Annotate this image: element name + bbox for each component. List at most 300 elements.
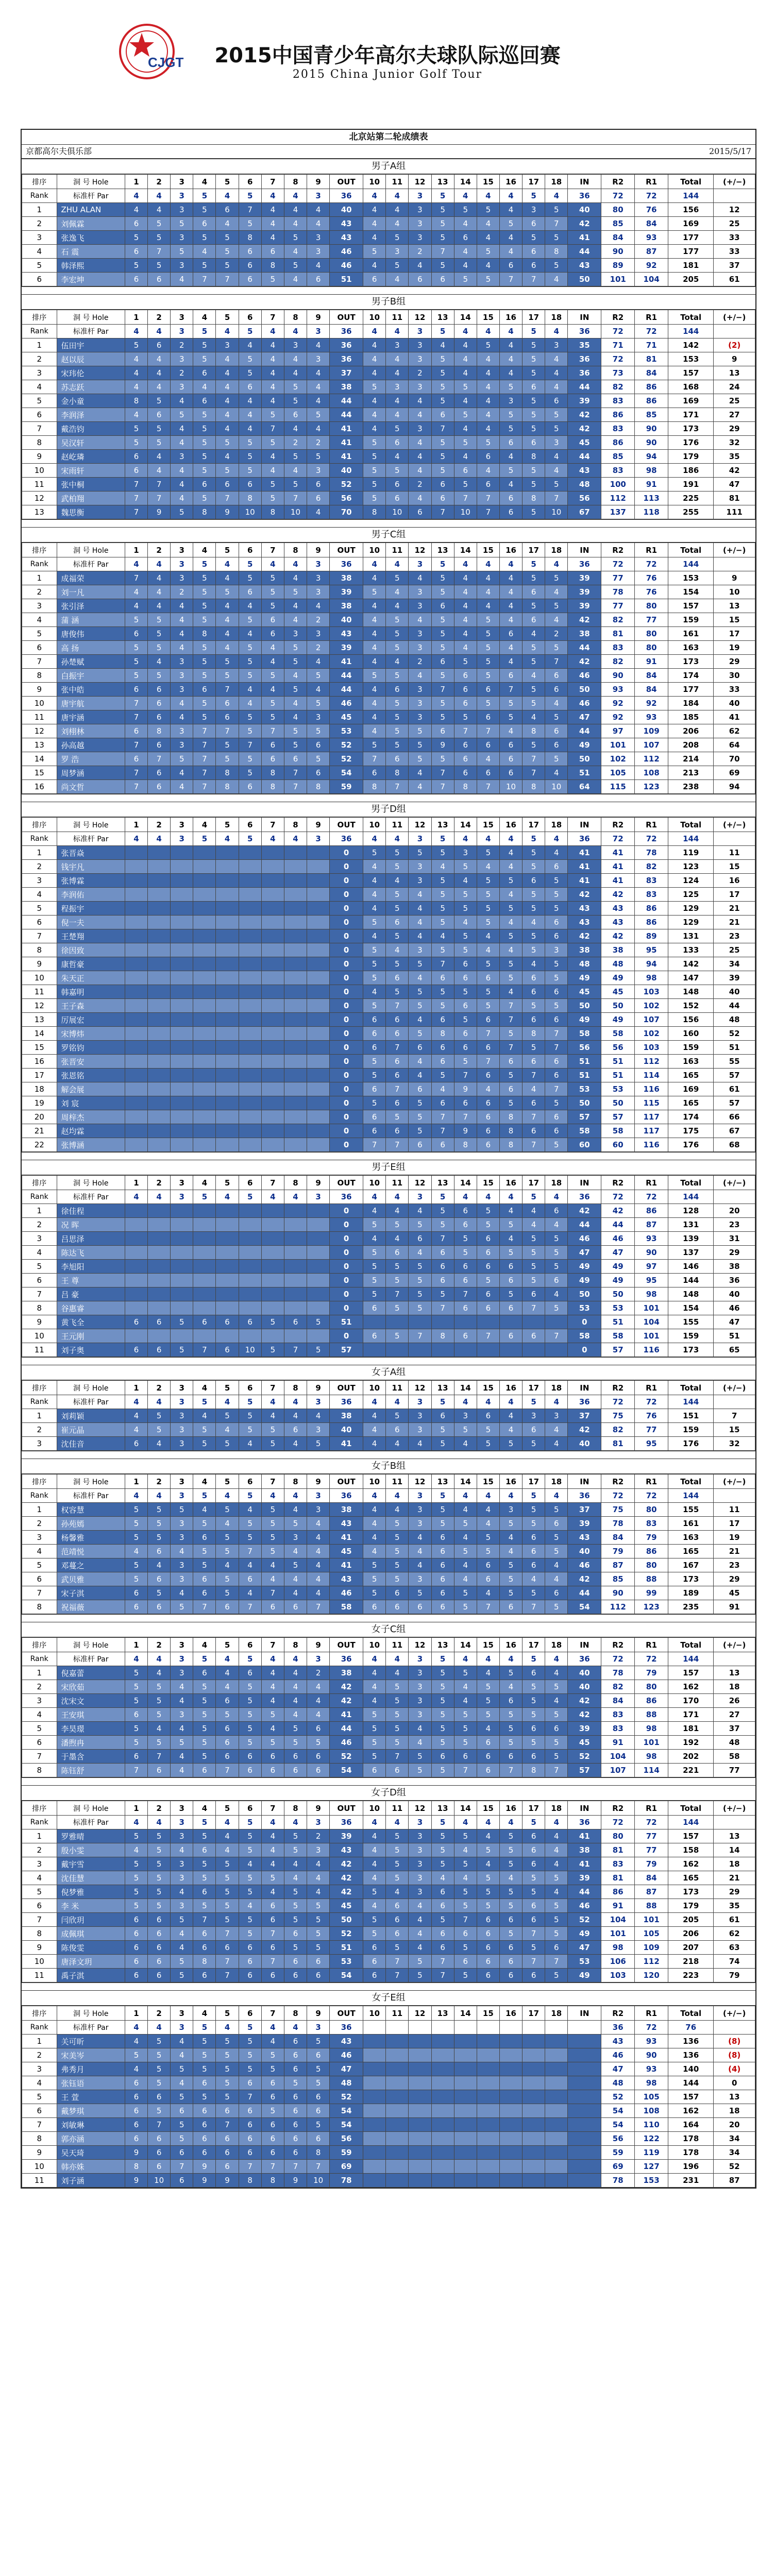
hole-score: 7 <box>193 724 216 738</box>
par-value: 5 <box>431 1190 454 1204</box>
hole-score: 3 <box>409 1503 431 1517</box>
par-total: 144 <box>668 1652 714 1666</box>
r1-score: 153 <box>635 2174 668 2188</box>
group-separator <box>22 519 755 528</box>
in-label: IN <box>568 1475 601 1489</box>
hole-score: 5 <box>545 710 568 724</box>
in-score: 49 <box>568 1013 601 1027</box>
hole-number: 2 <box>148 310 171 325</box>
hole-score <box>307 1246 330 1260</box>
hole-score: 5 <box>216 2048 239 2062</box>
hole-score: 7 <box>193 738 216 752</box>
par-pm <box>714 832 755 846</box>
par-label: 标准杆 Par <box>57 2021 125 2035</box>
group-title: 男子E组 <box>22 1160 755 1175</box>
hole-score <box>499 2160 522 2174</box>
par-value: 4 <box>216 1395 239 1409</box>
hole-score: 4 <box>545 1857 568 1871</box>
hole-number: 17 <box>523 1381 545 1395</box>
hole-score: 7 <box>216 492 239 505</box>
hole-score: 6 <box>523 1124 545 1138</box>
hole-score <box>307 1232 330 1246</box>
group-separator <box>22 286 755 295</box>
hole-score <box>148 1069 171 1082</box>
hole-score: 4 <box>171 478 193 492</box>
par-value: 4 <box>261 189 284 203</box>
over-under-par: 14 <box>714 1843 755 1857</box>
hole-score: 4 <box>454 366 477 380</box>
hole-score: 6 <box>454 1096 477 1110</box>
hole-score: 5 <box>261 1423 284 1437</box>
table-row <box>22 957 755 971</box>
hole-score: 4 <box>363 985 386 999</box>
player-name: 陈达飞 <box>57 1246 125 1260</box>
hole-score: 6 <box>477 683 499 697</box>
table-row <box>22 1315 755 1329</box>
total-score: 142 <box>668 338 714 352</box>
hole-score <box>216 1204 239 1218</box>
player-rank: 12 <box>22 492 57 505</box>
par-value: 4 <box>477 1816 499 1829</box>
hole-score: 4 <box>477 380 499 394</box>
hole-score: 3 <box>171 1558 193 1572</box>
hole-score: 6 <box>386 1096 409 1110</box>
par-value: 4 <box>284 832 307 846</box>
total-score: 165 <box>668 1069 714 1082</box>
par-value: 3 <box>307 1489 330 1503</box>
hole-score: 4 <box>431 1871 454 1885</box>
hole-score: 4 <box>125 366 147 380</box>
hole-score <box>148 999 171 1013</box>
hole-score: 5 <box>454 436 477 450</box>
hole-score <box>431 2118 454 2132</box>
group-separator <box>22 1357 755 1365</box>
hole-score: 5 <box>386 464 409 478</box>
hole-score: 5 <box>239 2048 261 2062</box>
hole-score: 6 <box>193 1531 216 1545</box>
hole-score: 6 <box>499 1694 522 1708</box>
hole-score: 6 <box>477 1969 499 1982</box>
hole-score: 5 <box>523 1680 545 1694</box>
hole-score: 4 <box>171 1764 193 1777</box>
hole-score: 6 <box>499 766 522 780</box>
hole-score <box>125 1138 147 1152</box>
hole-score: 5 <box>545 1503 568 1517</box>
hole-score: 5 <box>193 1680 216 1694</box>
hole-score <box>193 1232 216 1246</box>
hole-number: 16 <box>499 818 522 832</box>
hole-score: 6 <box>148 2146 171 2160</box>
in-score: 39 <box>568 599 601 613</box>
hole-score: 5 <box>545 1531 568 1545</box>
hole-label: 洞 号 Hole <box>57 1381 125 1395</box>
hole-score <box>239 1055 261 1069</box>
par-value: 5 <box>523 1816 545 1829</box>
hole-score: 5 <box>477 641 499 655</box>
table-row <box>22 422 755 436</box>
hole-score: 5 <box>284 231 307 245</box>
hole-score: 7 <box>523 1069 545 1082</box>
hole-score: 3 <box>409 697 431 710</box>
player-name: 戴梦琪 <box>57 2104 125 2118</box>
hole-number: 1 <box>125 175 147 189</box>
hole-score: 6 <box>386 683 409 697</box>
player-name: 朱天正 <box>57 971 125 985</box>
hole-score: 5 <box>148 1829 171 1843</box>
hole-score: 4 <box>148 366 171 380</box>
hole-number: 16 <box>499 1475 522 1489</box>
over-under-par: 13 <box>714 366 755 380</box>
hole-score <box>216 860 239 874</box>
hole-score: 4 <box>545 846 568 860</box>
par-r2: 36 <box>601 2021 635 2035</box>
player-name: 宋子淇 <box>57 1586 125 1600</box>
hole-score: 4 <box>477 1666 499 1680</box>
hole-score: 6 <box>261 1969 284 1982</box>
hole-score: 5 <box>386 902 409 916</box>
par-value: 4 <box>125 1489 147 1503</box>
hole-score: 3 <box>171 1409 193 1423</box>
hole-score: 6 <box>239 1666 261 1680</box>
hole-number: 7 <box>261 1381 284 1395</box>
par-in: 36 <box>568 325 601 338</box>
hole-score: 5 <box>261 2062 284 2076</box>
hole-score: 5 <box>545 1871 568 1885</box>
hole-number: 17 <box>523 2006 545 2021</box>
out-score: 42 <box>330 1885 363 1899</box>
hole-score: 5 <box>523 999 545 1013</box>
hole-score: 5 <box>499 380 522 394</box>
hole-score: 5 <box>284 738 307 752</box>
hole-score: 4 <box>454 338 477 352</box>
hole-score: 5 <box>284 1722 307 1736</box>
par-total: 144 <box>668 1489 714 1503</box>
hole-score <box>125 999 147 1013</box>
hole-score <box>523 2174 545 2188</box>
hole-score: 6 <box>477 1110 499 1124</box>
hole-score: 6 <box>545 860 568 874</box>
hole-score: 4 <box>386 394 409 408</box>
par-pm <box>714 1489 755 1503</box>
over-under-par: 34 <box>714 957 755 971</box>
rank-label-en: Rank <box>22 832 57 846</box>
hole-score <box>148 846 171 860</box>
hole-score: 6 <box>261 245 284 259</box>
hole-number: 6 <box>239 310 261 325</box>
player-name: 王 尊 <box>57 1274 125 1287</box>
hole-score: 6 <box>363 1764 386 1777</box>
hole-score: 4 <box>363 366 386 380</box>
player-name: 张博涵 <box>57 1138 125 1152</box>
hole-score <box>363 2104 386 2118</box>
hole-score: 6 <box>148 1969 171 1982</box>
hole-score: 5 <box>193 352 216 366</box>
total-score: 169 <box>668 217 714 231</box>
r2-score: 48 <box>601 957 635 971</box>
in-score: 58 <box>568 1027 601 1041</box>
in-score: 42 <box>568 422 601 436</box>
hole-score <box>284 1013 307 1027</box>
over-under-par: 32 <box>714 1437 755 1451</box>
total-score: 231 <box>668 2174 714 2188</box>
hole-score: 6 <box>477 1572 499 1586</box>
player-rank: 4 <box>22 380 57 394</box>
player-name: 唐宇涵 <box>57 710 125 724</box>
in-score: 41 <box>568 231 601 245</box>
hole-score: 4 <box>284 203 307 217</box>
hole-score: 5 <box>284 380 307 394</box>
in-score: 44 <box>568 245 601 259</box>
hole-score: 5 <box>409 1124 431 1138</box>
hole-score: 5 <box>431 613 454 627</box>
hole-score <box>454 2132 477 2146</box>
hole-number: 8 <box>284 1176 307 1190</box>
out-score: 0 <box>330 999 363 1013</box>
hole-score: 5 <box>363 1708 386 1722</box>
hole-score: 5 <box>454 1586 477 1600</box>
total-score: 137 <box>668 1246 714 1260</box>
hole-score: 3 <box>409 1666 431 1680</box>
hole-score: 3 <box>171 724 193 738</box>
hole-score: 5 <box>454 1722 477 1736</box>
total-score: 202 <box>668 1750 714 1764</box>
r2-score: 112 <box>601 1600 635 1614</box>
hole-score <box>193 1138 216 1152</box>
out-score: 41 <box>330 450 363 464</box>
hole-score: 5 <box>386 613 409 627</box>
groups-container <box>22 159 755 2188</box>
hole-score: 7 <box>454 492 477 505</box>
hole-number: 7 <box>261 818 284 832</box>
hole-score: 5 <box>148 1736 171 1750</box>
hole-score: 5 <box>499 1885 522 1899</box>
hole-score: 5 <box>216 259 239 273</box>
hole-score <box>261 1096 284 1110</box>
hole-score <box>545 2174 568 2188</box>
hole-score: 4 <box>363 394 386 408</box>
hole-score: 4 <box>523 1218 545 1232</box>
par-r2: 72 <box>601 1190 635 1204</box>
hole-score: 3 <box>307 464 330 478</box>
hole-score: 5 <box>545 1545 568 1558</box>
out-score: 69 <box>330 2160 363 2174</box>
hole-number: 3 <box>171 175 193 189</box>
r1-score: 90 <box>635 422 668 436</box>
player-name: 赵以辰 <box>57 352 125 366</box>
player-rank: 10 <box>22 971 57 985</box>
par-value: 5 <box>239 1652 261 1666</box>
hole-score <box>284 1246 307 1260</box>
par-value: 5 <box>431 832 454 846</box>
over-under-par: 34 <box>714 2132 755 2146</box>
par-value: 4 <box>125 1190 147 1204</box>
player-name: 张晋安 <box>57 1055 125 1069</box>
hole-score: 6 <box>431 492 454 505</box>
player-name: 伍田宇 <box>57 338 125 352</box>
r1-score: 117 <box>635 1124 668 1138</box>
r1-score: 93 <box>635 2035 668 2048</box>
hole-score <box>193 1055 216 1069</box>
hole-score <box>148 1204 171 1218</box>
hole-score: 5 <box>216 655 239 669</box>
in-score: 46 <box>568 1899 601 1913</box>
table-row <box>22 1885 755 1899</box>
hole-number: 6 <box>239 1176 261 1190</box>
par-value: 5 <box>431 1489 454 1503</box>
hole-score <box>454 2146 477 2160</box>
hole-score <box>148 1027 171 1041</box>
hole-score <box>386 2118 409 2132</box>
player-rank: 7 <box>22 2118 57 2132</box>
r1-score: 86 <box>635 916 668 929</box>
over-under-par: (4) <box>714 2062 755 2076</box>
hole-score <box>523 2160 545 2174</box>
rank-label-en: Rank <box>22 325 57 338</box>
par-in: 36 <box>568 832 601 846</box>
over-under-par: 17 <box>714 1517 755 1531</box>
hole-number: 4 <box>193 1381 216 1395</box>
hole-score: 5 <box>545 971 568 985</box>
hole-score <box>284 1027 307 1041</box>
player-rank: 2 <box>22 585 57 599</box>
hole-score: 4 <box>523 627 545 641</box>
hole-score: 8 <box>261 259 284 273</box>
hole-score: 6 <box>125 450 147 464</box>
hole-score: 6 <box>239 1750 261 1764</box>
hole-score: 4 <box>216 1829 239 1843</box>
player-name: 陈俊雯 <box>57 1941 125 1955</box>
hole-score: 5 <box>545 1899 568 1913</box>
hole-score <box>477 2174 499 2188</box>
total-score: 146 <box>668 1260 714 1274</box>
hole-score: 5 <box>284 450 307 464</box>
hole-number: 7 <box>261 1475 284 1489</box>
player-rank: 11 <box>22 710 57 724</box>
in-score: 45 <box>568 1736 601 1750</box>
hole-header-row <box>22 175 755 189</box>
in-score: 44 <box>568 1586 601 1600</box>
in-score: 54 <box>568 1600 601 1614</box>
r2-label: R2 <box>601 1638 635 1652</box>
table-row <box>22 999 755 1013</box>
table-row <box>22 1517 755 1531</box>
hole-score: 7 <box>477 1027 499 1041</box>
hole-score: 5 <box>239 436 261 450</box>
in-score: 53 <box>568 1955 601 1969</box>
r1-score: 95 <box>635 1274 668 1287</box>
hole-score <box>523 2035 545 2048</box>
out-score: 0 <box>330 1329 363 1343</box>
player-rank: 21 <box>22 1124 57 1138</box>
hole-score: 5 <box>454 478 477 492</box>
hole-score: 5 <box>386 571 409 585</box>
over-under-par: 18 <box>714 1680 755 1694</box>
hole-number: 14 <box>454 1638 477 1652</box>
group-separator <box>22 1451 755 1459</box>
hole-score: 6 <box>284 2132 307 2146</box>
hole-score: 4 <box>216 599 239 613</box>
hole-score: 7 <box>477 780 499 794</box>
r2-label: R2 <box>601 1176 635 1190</box>
player-name: 沈佳慧 <box>57 1871 125 1885</box>
hole-score: 4 <box>125 599 147 613</box>
hole-score <box>261 1082 284 1096</box>
hole-score: 6 <box>523 1722 545 1736</box>
hole-number: 4 <box>193 310 216 325</box>
in-score: 42 <box>568 929 601 943</box>
hole-number: 18 <box>545 818 568 832</box>
hole-score: 7 <box>431 505 454 519</box>
hole-score: 5 <box>499 1572 522 1586</box>
out-score: 43 <box>330 2035 363 2048</box>
r2-label: R2 <box>601 175 635 189</box>
hole-score <box>239 902 261 916</box>
hole-score: 7 <box>431 683 454 697</box>
hole-score: 6 <box>261 2090 284 2104</box>
par-value: 4 <box>284 1395 307 1409</box>
hole-score: 4 <box>409 1722 431 1736</box>
hole-score: 5 <box>454 1736 477 1750</box>
hole-score: 5 <box>409 1955 431 1969</box>
hole-score: 6 <box>454 1329 477 1343</box>
hole-score <box>239 1027 261 1041</box>
player-rank: 17 <box>22 1069 57 1082</box>
hole-score: 6 <box>431 1260 454 1274</box>
over-under-par: 26 <box>714 1694 755 1708</box>
hole-score: 5 <box>284 1829 307 1843</box>
r2-score: 51 <box>601 1069 635 1082</box>
pm-label: (+/−) <box>714 543 755 557</box>
hole-score: 5 <box>216 436 239 450</box>
hole-score: 5 <box>477 999 499 1013</box>
r2-score: 84 <box>601 231 635 245</box>
par-value: 4 <box>216 189 239 203</box>
par-value: 5 <box>239 1395 261 1409</box>
par-row <box>22 1190 755 1204</box>
r2-score: 83 <box>601 1857 635 1871</box>
over-under-par: 42 <box>714 464 755 478</box>
hole-score: 4 <box>284 1871 307 1885</box>
par-value: 4 <box>499 325 522 338</box>
hole-score <box>545 2118 568 2132</box>
hole-score: 5 <box>363 245 386 259</box>
player-rank: 6 <box>22 1274 57 1287</box>
hole-score: 5 <box>409 1218 431 1232</box>
hole-score: 6 <box>216 1750 239 1764</box>
hole-score: 4 <box>284 1708 307 1722</box>
hole-score: 8 <box>193 505 216 519</box>
r2-score: 60 <box>601 1138 635 1152</box>
hole-score <box>148 1082 171 1096</box>
over-under-par: 25 <box>714 394 755 408</box>
hole-score: 4 <box>545 585 568 599</box>
hole-score: 4 <box>363 902 386 916</box>
r2-score: 78 <box>601 585 635 599</box>
hole-score: 6 <box>545 985 568 999</box>
player-rank: 2 <box>22 352 57 366</box>
in-score: 41 <box>568 874 601 888</box>
par-r1: 72 <box>635 2021 668 2035</box>
out-score: 0 <box>330 916 363 929</box>
hole-score: 6 <box>477 971 499 985</box>
in-score: 50 <box>568 683 601 697</box>
hole-score: 6 <box>125 752 147 766</box>
total-score: 171 <box>668 1708 714 1722</box>
over-under-par: 24 <box>714 380 755 394</box>
rank-label-en: Rank <box>22 2021 57 2035</box>
r2-score: 82 <box>601 380 635 394</box>
par-row <box>22 1395 755 1409</box>
